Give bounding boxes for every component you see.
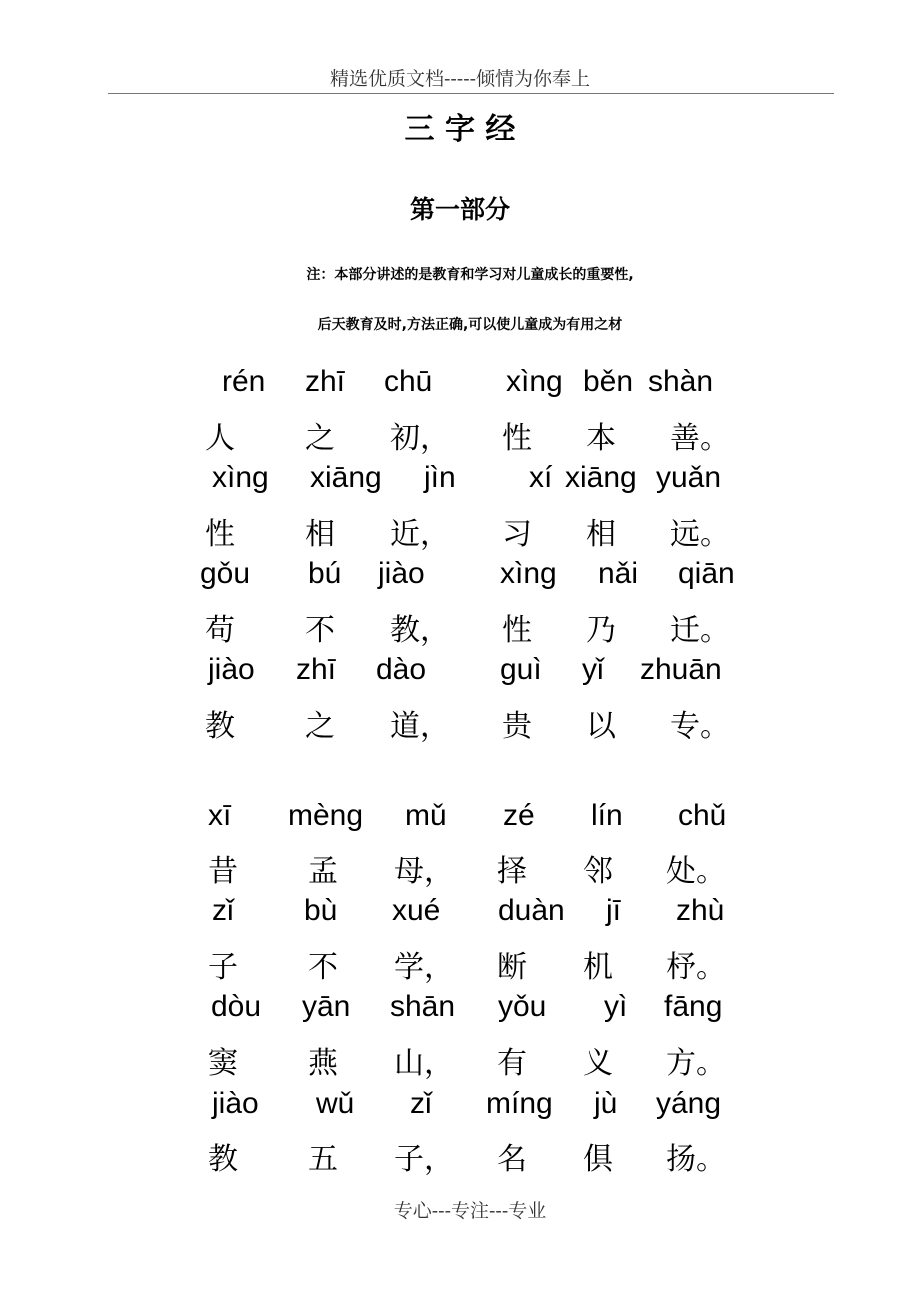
hanzi-character: 近， [390,517,450,552]
pinyin-syllable: dòu [211,990,262,1023]
pinyin-syllable: bù [304,894,338,927]
hanzi-character: 初， [390,421,450,456]
hanzi-character: 乃 [586,613,616,648]
pinyin-syllable: zǐ [410,1087,432,1120]
hanzi-character: 孟 [308,854,338,889]
pinyin-syllable: jìn [424,461,456,494]
pinyin-syllable: bú [308,557,342,590]
hanzi-character: 名 [497,1142,527,1177]
hanzi-character: 有 [497,1046,527,1081]
hanzi-row [0,605,920,648]
hanzi-row [0,1038,920,1081]
pinyin-syllable: jī [606,894,621,927]
hanzi-character: 学， [394,950,454,985]
hanzi-character: 母， [394,854,454,889]
section-note-line-1: 注：本部分讲述的是教育和学习对儿童成长的重要性, [306,267,634,283]
pinyin-syllable: xìng [506,365,563,398]
hanzi-character: 善。 [670,421,730,456]
hanzi-character: 本 [586,421,616,456]
pinyin-syllable: chū [384,365,433,398]
pinyin-syllable: zhuān [640,653,722,686]
pinyin-syllable: zhù [676,894,725,927]
page-header: 精选优质文档-----倾情为你奉上 [329,68,591,90]
hanzi-character: 性 [205,517,235,552]
document-title: 三 字 经 [404,112,516,147]
hanzi-character: 方。 [666,1046,726,1081]
pinyin-syllable: mǔ [405,799,447,832]
pinyin-syllable: shàn [648,365,714,398]
hanzi-character: 之 [305,421,335,456]
pinyin-syllable: yǒu [498,990,547,1023]
hanzi-character: 择 [497,854,527,889]
pinyin-syllable: nǎi [598,557,639,590]
hanzi-character: 性 [502,421,532,456]
hanzi-character: 专。 [670,709,730,744]
pinyin-syllable: yuǎn [656,461,722,494]
hanzi-character: 教， [390,613,450,648]
pinyin-syllable: shān [390,990,456,1023]
hanzi-character: 迁。 [670,613,730,648]
pinyin-syllable: yǐ [582,653,604,686]
pinyin-syllable: zǐ [212,894,234,927]
hanzi-character: 处。 [666,854,726,889]
hanzi-character: 子 [208,950,238,985]
pinyin-syllable: xī [208,799,232,832]
hanzi-character: 贵 [502,709,532,744]
pinyin-row [0,799,920,839]
pinyin-syllable: jù [594,1087,618,1120]
pinyin-row [0,1087,920,1127]
section-note-line-2: 后天教育及时,方法正确,可以使儿童成为有用之材 [317,317,623,333]
hanzi-character: 断 [497,950,527,985]
pinyin-syllable: míng [486,1087,553,1120]
pinyin-syllable: jiào [212,1087,259,1120]
hanzi-character: 邻 [583,854,613,889]
hanzi-character: 燕 [308,1046,338,1081]
pinyin-syllable: yáng [656,1087,722,1120]
pinyin-syllable: qiān [678,557,735,590]
hanzi-row [0,942,920,985]
pinyin-syllable: fāng [664,990,723,1023]
hanzi-character: 相 [305,517,335,552]
pinyin-row [0,557,920,597]
pinyin-syllable: xiāng [565,461,637,494]
pinyin-syllable: xìng [500,557,557,590]
pinyin-row [0,990,920,1030]
pinyin-syllable: mèng [288,799,364,832]
hanzi-character: 教 [208,1142,238,1177]
pinyin-syllable: xiāng [310,461,382,494]
pinyin-syllable: yì [604,990,628,1023]
pinyin-syllable: chǔ [678,799,727,832]
section-title: 第一部分 [409,195,510,224]
pinyin-syllable: yān [302,990,351,1023]
hanzi-character: 子， [394,1142,454,1177]
pinyin-syllable: jiào [378,557,425,590]
hanzi-character: 山， [394,1046,454,1081]
pinyin-syllable: xìng [212,461,269,494]
hanzi-character: 扬。 [666,1142,726,1177]
hanzi-row [0,509,920,552]
hanzi-character: 五 [308,1142,338,1177]
hanzi-character: 不 [305,613,335,648]
pinyin-syllable: gǒu [200,557,251,590]
pinyin-syllable: rén [222,365,266,398]
pinyin-syllable: duàn [498,894,565,927]
hanzi-character: 性 [502,613,532,648]
pinyin-syllable: zhī [305,365,346,398]
hanzi-character: 人 [205,421,235,456]
pinyin-syllable: xí [529,461,553,494]
hanzi-character: 相 [586,517,616,552]
hanzi-character: 窦 [208,1046,238,1081]
page-footer: 专心---专注---专业 [393,1200,547,1222]
pinyin-row [0,461,920,501]
pinyin-syllable: lín [591,799,623,832]
hanzi-row [0,413,920,456]
hanzi-character: 俱 [583,1142,613,1177]
pinyin-syllable: zhī [296,653,337,686]
pinyin-row [0,653,920,693]
pinyin-syllable: běn [583,365,634,398]
hanzi-character: 之 [305,709,335,744]
hanzi-character: 以 [586,709,616,744]
pinyin-syllable: zé [503,799,535,832]
pinyin-syllable: jiào [208,653,255,686]
hanzi-character: 义 [583,1046,613,1081]
pinyin-syllable: xué [392,894,441,927]
hanzi-character: 教 [205,709,235,744]
pinyin-row [0,365,920,405]
header-divider [108,93,834,94]
pinyin-syllable: guì [500,653,542,686]
hanzi-character: 机 [583,950,613,985]
pinyin-row [0,894,920,934]
hanzi-row [0,1134,920,1177]
hanzi-character: 远。 [670,517,730,552]
hanzi-character: 道， [390,709,450,744]
hanzi-character: 苟 [205,613,235,648]
hanzi-character: 杼。 [666,950,726,985]
hanzi-character: 习 [502,517,532,552]
hanzi-character: 昔 [208,854,238,889]
hanzi-character: 不 [308,950,338,985]
pinyin-syllable: dào [376,653,427,686]
pinyin-syllable: wǔ [316,1087,355,1120]
hanzi-row [0,846,920,889]
hanzi-row [0,701,920,744]
